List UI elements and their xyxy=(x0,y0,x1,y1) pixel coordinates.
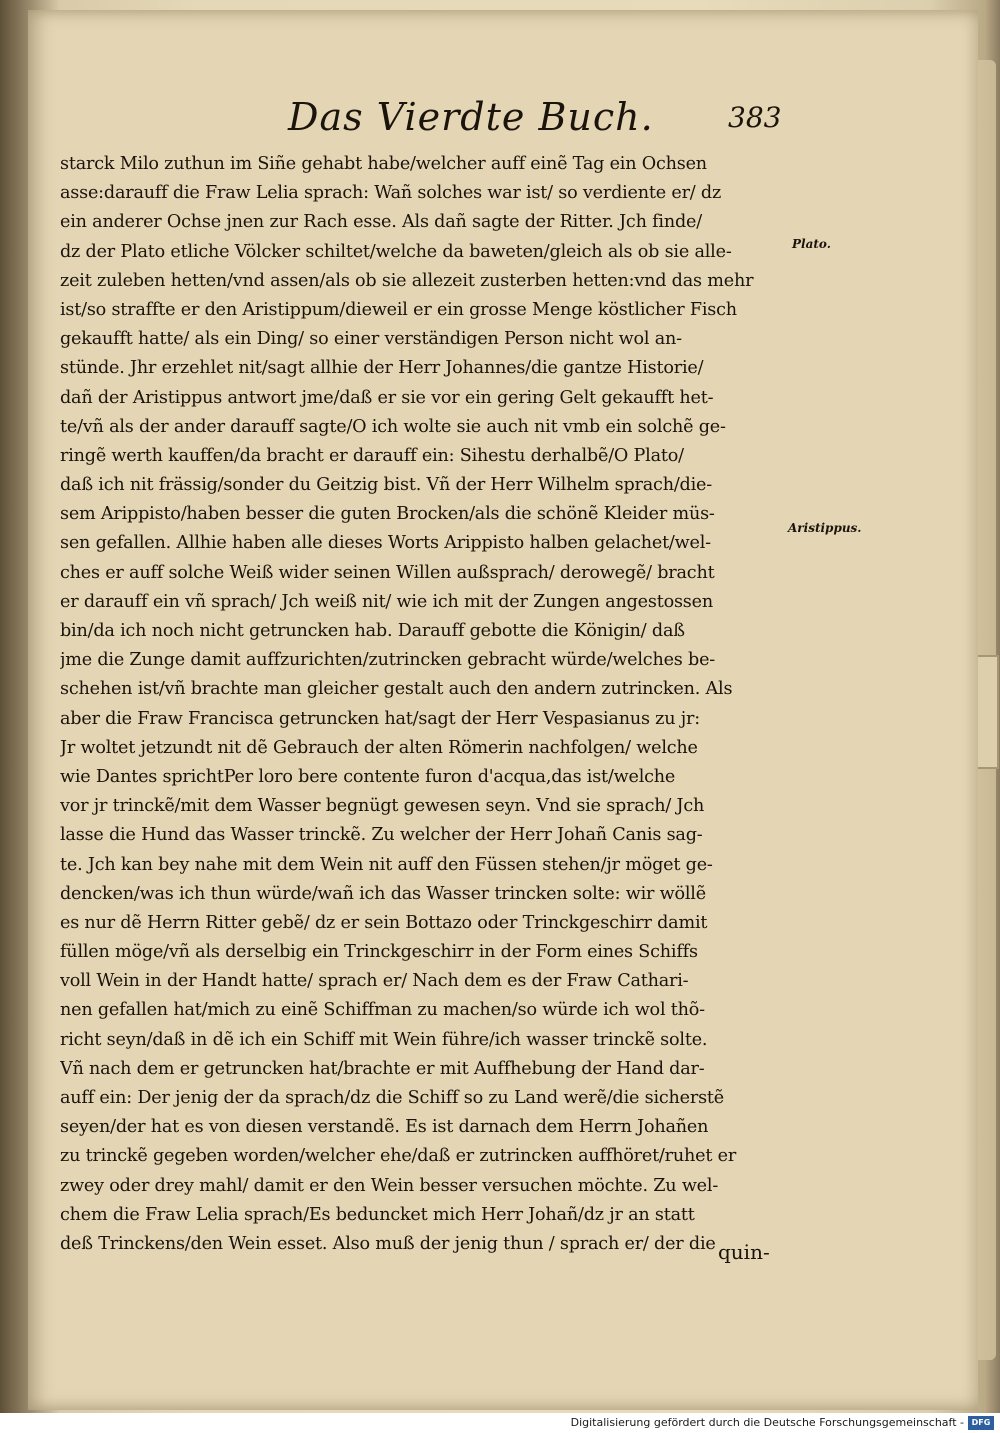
text-line: dencken/was ich thun würde/wañ ich das Wasser trincken solte: wir wöllẽ xyxy=(60,883,706,904)
text-line: daß ich nit frässig/sonder du Geitzig bist. Vñ der Herr Wilhelm sprach/die- xyxy=(60,475,713,496)
text-line: ringẽ werth kauffen/da bracht er darauff ein: Sihestu derhalbẽ/O Plato/ xyxy=(60,445,684,466)
text-line: schehen ist/vñ brachte man gleicher gestalt auch den andern zutrincken. Als xyxy=(60,679,733,700)
text-line: sen gefallen. Allhie haben alle dieses Worts Arippisto halben gelachet/wel- xyxy=(60,533,711,554)
text-line: asse:darauff die Fraw Lelia sprach: Wañ solches war ist/ so verdiente er/ dz xyxy=(60,183,722,204)
text-line: Jr woltet jetzundt nit dẽ Gebrauch der alten Römerin nachfolgen/ welche xyxy=(60,737,698,758)
marginal-note-plato: Plato. xyxy=(792,237,831,251)
text-line: nen gefallen hat/mich zu einẽ Schiffman zu machen/so würde ich wol thõ- xyxy=(60,1000,705,1021)
text-line: füllen möge/vñ als derselbig ein Trinckgeschirr in der Form eines Schiffs xyxy=(60,942,698,963)
text-line: aber die Fraw Francisca getruncken hat/sagt der Herr Vespasianus zu jr: xyxy=(60,708,700,729)
text-line: dañ der Aristippus antwort jme/daß er sie vor ein gering Gelt gekaufft het- xyxy=(60,387,714,408)
text-line: wie Dantes sprichtPer loro bere contente furon d'acqua,das ist/welche xyxy=(60,766,676,787)
text-line: zu trinckẽ gegeben worden/welcher ehe/daß er zutrincken auffhöret/ruhet er xyxy=(60,1146,737,1167)
marginal-note-aristippus: Aristippus. xyxy=(788,521,862,535)
text-line: ein anderer Ochse jnen zur Rach esse. Als dañ sagte der Ritter. Jch finde/ xyxy=(60,212,702,233)
text-line: vor jr trinckẽ/mit dem Wasser begnügt gewesen seyn. Vnd sie sprach/ Jch xyxy=(60,796,705,817)
dfg-logo: DFG xyxy=(968,1416,994,1430)
text-line: te. Jch kan bey nahe mit dem Wein nit auff den Füssen stehen/jr möget ge- xyxy=(60,854,713,875)
text-line: voll Wein in der Handt hatte/ sprach er/ Nach dem es der Fraw Cathari- xyxy=(60,971,689,992)
text-line: ist/so straffte er den Aristippum/dieweil er ein grosse Menge köstlicher Fisch xyxy=(60,299,737,320)
text-line: bin/da ich noch nicht getruncken hab. Darauff gebotte die Königin/ daß xyxy=(60,621,685,641)
running-head: Das Vierdte Buch. xyxy=(288,95,654,139)
text-line: er darauff ein vñ sprach/ Jch weiß nit/ wie ich mit der Zungen angestossen xyxy=(60,591,713,612)
text-line: dz der Plato etliche Völcker schiltet/welche da baweten/gleich als ob sie alle- xyxy=(60,241,732,262)
text-line: deß Trinckens/den Wein esset. Also muß der jenig thun / sprach er/ der die xyxy=(60,1233,716,1254)
text-line: es nur dẽ Herrn Ritter gebẽ/ dz er sein Bottazo oder Trinckgeschirr damit xyxy=(60,912,708,933)
text-line: Vñ nach dem er getruncken hat/brachte er mit Auffhebung der Hand dar- xyxy=(60,1058,705,1079)
text-line: stünde. Jhr erzehlet nit/sagt allhie der Herr Johannes/die gantze Historie/ xyxy=(60,358,704,379)
text-line: auff ein: Der jenig der da sprach/dz die Schiff so zu Land werẽ/die sicherstẽ xyxy=(60,1088,725,1108)
text-line: zwey oder drey mahl/ damit er den Wein besser versuchen möchte. Zu wel- xyxy=(60,1175,719,1196)
text-line: seyen/der hat es von diesen verstandẽ. Es ist darnach dem Herrn Johañen xyxy=(60,1117,709,1138)
catchword: quin- xyxy=(718,1240,770,1264)
text-line: richt seyn/daß in dẽ ich ein Schiff mit Wein führe/ich wasser trinckẽ solte. xyxy=(60,1029,708,1050)
text-line: ches er auff solche Weiß wider seinen Willen außsprach/ derowegẽ/ bracht xyxy=(60,562,715,583)
text-line: starck Milo zuthun im Siñe gehabt habe/welcher auff einẽ Tag ein Ochsen xyxy=(60,154,707,174)
funding-credit: Digitalisierung gefördert durch die Deutsche Forschungsgemeinschaft - xyxy=(570,1416,964,1429)
text-line: lasse die Hund das Wasser trinckẽ. Zu welcher der Herr Johañ Canis sag- xyxy=(60,825,703,846)
text-line: gekaufft hatte/ als ein Ding/ so einer verständigen Person nicht wol an- xyxy=(60,329,682,350)
page-number: 383 xyxy=(728,101,782,134)
text-line: sem Arippisto/haben besser die guten Brocken/als die schönẽ Kleider müs- xyxy=(60,504,715,525)
text-line: chem die Fraw Lelia sprach/Es beduncket mich Herr Johañ/dz jr an statt xyxy=(60,1204,695,1225)
text-line: jme die Zunge damit auffzurichten/zutrincken gebracht würde/welches be- xyxy=(60,650,716,671)
text-line: te/vñ als der ander darauff sagte/O ich wolte sie auch nit vmb ein solchẽ ge- xyxy=(60,416,726,437)
text-line: zeit zuleben hetten/vnd assen/als ob sie allezeit zusterben hetten:vnd das mehr xyxy=(60,270,754,291)
